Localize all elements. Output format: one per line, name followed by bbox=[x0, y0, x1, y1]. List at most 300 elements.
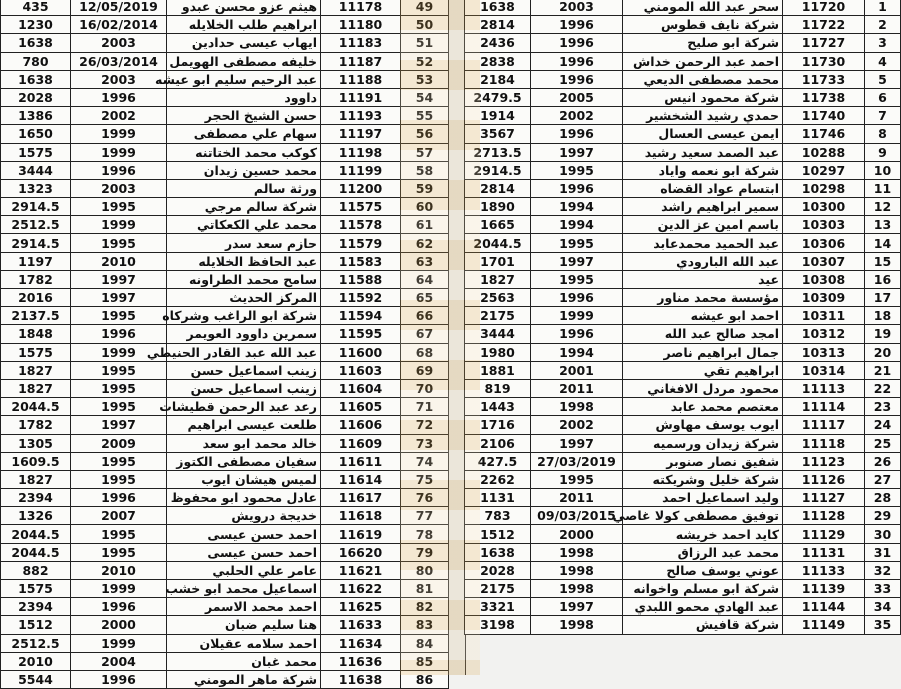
row-number-cell: 21 bbox=[865, 361, 901, 379]
date-cell: 1999 bbox=[531, 307, 623, 325]
amount-cell: 1848 bbox=[1, 325, 71, 343]
date-cell: 1995 bbox=[531, 270, 623, 288]
name-cell: عوني يوسف صالح bbox=[623, 561, 783, 579]
left-table-body bbox=[1, 0, 449, 689]
table-row bbox=[1, 289, 449, 307]
row-number-cell: 28 bbox=[865, 489, 901, 507]
name-cell: باسم امين عز الدين bbox=[623, 216, 783, 234]
table-row bbox=[1, 70, 449, 88]
table-row bbox=[1, 398, 449, 416]
code-cell: 11730 bbox=[783, 52, 865, 70]
name-cell: شركة ابو الراغب وشركاه bbox=[167, 307, 321, 325]
row-number-cell: 25 bbox=[865, 434, 901, 452]
table-row bbox=[465, 216, 901, 234]
row-number-cell: 78 bbox=[401, 525, 449, 543]
name-cell: معتصم محمد عابد bbox=[623, 398, 783, 416]
name-cell: وليد اسماعيل احمد bbox=[623, 489, 783, 507]
row-number-cell: 49 bbox=[401, 0, 449, 16]
table-row bbox=[465, 125, 901, 143]
amount-cell: 427.5 bbox=[465, 452, 531, 470]
table-row bbox=[1, 416, 449, 434]
code-cell: 11738 bbox=[783, 88, 865, 106]
code-cell: 10288 bbox=[783, 143, 865, 161]
name-cell: ابراهيم تقي bbox=[623, 361, 783, 379]
table-row bbox=[465, 252, 901, 270]
date-cell: 1996 bbox=[71, 598, 167, 616]
name-cell: محمود مردل الافغاني bbox=[623, 379, 783, 397]
table-row bbox=[1, 0, 449, 16]
date-cell: 1996 bbox=[531, 70, 623, 88]
code-cell: 11123 bbox=[783, 452, 865, 470]
table-row bbox=[1, 616, 449, 634]
name-cell: امجد صالح عبد الله bbox=[623, 325, 783, 343]
name-cell: كايد احمد خريشه bbox=[623, 525, 783, 543]
table-row bbox=[1, 361, 449, 379]
amount-cell: 1323 bbox=[1, 179, 71, 197]
code-cell: 11126 bbox=[783, 470, 865, 488]
code-cell: 10309 bbox=[783, 289, 865, 307]
row-number-cell: 79 bbox=[401, 543, 449, 561]
amount-cell: 2262 bbox=[465, 470, 531, 488]
date-cell: 2002 bbox=[531, 416, 623, 434]
amount-cell: 435 bbox=[1, 0, 71, 16]
table-row bbox=[465, 470, 901, 488]
row-number-cell: 71 bbox=[401, 398, 449, 416]
amount-cell: 1609.5 bbox=[1, 452, 71, 470]
code-cell: 11139 bbox=[783, 580, 865, 598]
code-cell: 11191 bbox=[321, 88, 401, 106]
name-cell: رعد عبد الرحمن قطيشات bbox=[167, 398, 321, 416]
row-number-cell: 5 bbox=[865, 70, 901, 88]
row-number-cell: 81 bbox=[401, 580, 449, 598]
amount-cell: 783 bbox=[465, 507, 531, 525]
row-number-cell: 26 bbox=[865, 452, 901, 470]
date-cell: 1996 bbox=[531, 34, 623, 52]
name-cell: ابراهيم طلب الخلايله bbox=[167, 16, 321, 34]
code-cell: 11178 bbox=[321, 0, 401, 16]
table-row bbox=[465, 88, 901, 106]
name-cell: سمير ابراهيم راشد bbox=[623, 198, 783, 216]
amount-cell: 1386 bbox=[1, 107, 71, 125]
row-number-cell: 65 bbox=[401, 289, 449, 307]
row-number-cell: 86 bbox=[401, 670, 449, 688]
name-cell: ابتسام عواد القضاه bbox=[623, 179, 783, 197]
name-cell: احمد حسن عيسى bbox=[167, 543, 321, 561]
name-cell: عامر علي الحلبي bbox=[167, 561, 321, 579]
name-cell: محمد غبان bbox=[167, 652, 321, 670]
right-table-body bbox=[465, 0, 901, 634]
date-cell: 16/02/2014 bbox=[71, 16, 167, 34]
name-cell: ايهاب عيسى حدادين bbox=[167, 34, 321, 52]
code-cell: 11633 bbox=[321, 616, 401, 634]
amount-cell: 1782 bbox=[1, 416, 71, 434]
table-row bbox=[465, 179, 901, 197]
date-cell: 1997 bbox=[531, 598, 623, 616]
amount-cell: 3321 bbox=[465, 598, 531, 616]
row-number-cell: 8 bbox=[865, 125, 901, 143]
table-row bbox=[1, 16, 449, 34]
table-row bbox=[465, 325, 901, 343]
amount-cell: 1575 bbox=[1, 143, 71, 161]
table-row bbox=[1, 580, 449, 598]
code-cell: 11131 bbox=[783, 543, 865, 561]
row-number-cell: 75 bbox=[401, 470, 449, 488]
row-number-cell: 51 bbox=[401, 34, 449, 52]
code-cell: 11187 bbox=[321, 52, 401, 70]
code-cell: 10303 bbox=[783, 216, 865, 234]
row-number-cell: 3 bbox=[865, 34, 901, 52]
table-row bbox=[465, 580, 901, 598]
code-cell: 11592 bbox=[321, 289, 401, 307]
name-cell: حسن الشيخ الحجر bbox=[167, 107, 321, 125]
row-number-cell: 72 bbox=[401, 416, 449, 434]
amount-cell: 1230 bbox=[1, 16, 71, 34]
name-cell: ايوب يوسف مهاوش bbox=[623, 416, 783, 434]
amount-cell: 1701 bbox=[465, 252, 531, 270]
table-row bbox=[1, 34, 449, 52]
table-row bbox=[1, 52, 449, 70]
amount-cell: 819 bbox=[465, 379, 531, 397]
amount-cell: 1827 bbox=[465, 270, 531, 288]
amount-cell: 2184 bbox=[465, 70, 531, 88]
table-row bbox=[1, 525, 449, 543]
date-cell: 1996 bbox=[71, 325, 167, 343]
code-cell: 11600 bbox=[321, 343, 401, 361]
code-cell: 11578 bbox=[321, 216, 401, 234]
amount-cell: 2016 bbox=[1, 289, 71, 307]
amount-cell: 1575 bbox=[1, 343, 71, 361]
code-cell: 11583 bbox=[321, 252, 401, 270]
name-cell: كوكب محمد الختاتنه bbox=[167, 143, 321, 161]
amount-cell: 2814 bbox=[465, 16, 531, 34]
row-number-cell: 54 bbox=[401, 88, 449, 106]
table-row bbox=[465, 434, 901, 452]
table-row bbox=[1, 143, 449, 161]
row-number-cell: 15 bbox=[865, 252, 901, 270]
row-number-cell: 1 bbox=[865, 0, 901, 16]
name-cell: عبد الله البارودي bbox=[623, 252, 783, 270]
table-row bbox=[1, 543, 449, 561]
row-number-cell: 68 bbox=[401, 343, 449, 361]
table-row bbox=[465, 107, 901, 125]
amount-cell: 1638 bbox=[1, 34, 71, 52]
row-number-cell: 24 bbox=[865, 416, 901, 434]
code-cell: 11197 bbox=[321, 125, 401, 143]
amount-cell: 1326 bbox=[1, 507, 71, 525]
name-cell: عبد الصمد سعيد رشيد bbox=[623, 143, 783, 161]
date-cell: 1995 bbox=[71, 198, 167, 216]
code-cell: 11636 bbox=[321, 652, 401, 670]
table-row bbox=[1, 634, 449, 652]
amount-cell: 2563 bbox=[465, 289, 531, 307]
code-cell: 11609 bbox=[321, 434, 401, 452]
code-cell: 11133 bbox=[783, 561, 865, 579]
row-number-cell: 14 bbox=[865, 234, 901, 252]
name-cell: احمد محمد الاسمر bbox=[167, 598, 321, 616]
name-cell: لميس هيشان ايوب bbox=[167, 470, 321, 488]
code-cell: 11611 bbox=[321, 452, 401, 470]
code-cell: 11617 bbox=[321, 489, 401, 507]
date-cell: 26/03/2014 bbox=[71, 52, 167, 70]
date-cell: 09/03/2015 bbox=[531, 507, 623, 525]
table-row bbox=[465, 198, 901, 216]
name-cell: هنا سليم ضبان bbox=[167, 616, 321, 634]
amount-cell: 1512 bbox=[465, 525, 531, 543]
date-cell: 1995 bbox=[531, 234, 623, 252]
date-cell: 2002 bbox=[71, 107, 167, 125]
date-cell: 1997 bbox=[531, 434, 623, 452]
date-cell: 1998 bbox=[531, 616, 623, 634]
date-cell: 1996 bbox=[531, 289, 623, 307]
date-cell: 1994 bbox=[531, 198, 623, 216]
amount-cell: 2044.5 bbox=[1, 398, 71, 416]
amount-cell: 2394 bbox=[1, 489, 71, 507]
date-cell: 27/03/2019 bbox=[531, 452, 623, 470]
row-number-cell: 9 bbox=[865, 143, 901, 161]
row-number-cell: 12 bbox=[865, 198, 901, 216]
code-cell: 11727 bbox=[783, 34, 865, 52]
name-cell: محمد حسين زيدان bbox=[167, 161, 321, 179]
row-number-cell: 18 bbox=[865, 307, 901, 325]
date-cell: 1997 bbox=[531, 252, 623, 270]
table-row bbox=[1, 88, 449, 106]
row-number-cell: 4 bbox=[865, 52, 901, 70]
date-cell: 1994 bbox=[531, 343, 623, 361]
code-cell: 11199 bbox=[321, 161, 401, 179]
table-row bbox=[465, 525, 901, 543]
name-cell: شركة نايف قطوس bbox=[623, 16, 783, 34]
row-number-cell: 35 bbox=[865, 616, 901, 634]
row-number-cell: 67 bbox=[401, 325, 449, 343]
date-cell: 1995 bbox=[531, 470, 623, 488]
row-number-cell: 22 bbox=[865, 379, 901, 397]
table-row bbox=[465, 398, 901, 416]
table-row bbox=[1, 434, 449, 452]
table-row bbox=[465, 161, 901, 179]
amount-cell: 2137.5 bbox=[1, 307, 71, 325]
code-cell: 11740 bbox=[783, 107, 865, 125]
date-cell: 1999 bbox=[71, 634, 167, 652]
table-row bbox=[1, 307, 449, 325]
code-cell: 11618 bbox=[321, 507, 401, 525]
row-number-cell: 29 bbox=[865, 507, 901, 525]
code-cell: 11198 bbox=[321, 143, 401, 161]
table-row bbox=[465, 143, 901, 161]
date-cell: 1995 bbox=[71, 470, 167, 488]
date-cell: 1996 bbox=[531, 325, 623, 343]
code-cell: 11149 bbox=[783, 616, 865, 634]
table-row bbox=[465, 561, 901, 579]
amount-cell: 780 bbox=[1, 52, 71, 70]
date-cell: 1995 bbox=[71, 398, 167, 416]
row-number-cell: 73 bbox=[401, 434, 449, 452]
amount-cell: 2512.5 bbox=[1, 216, 71, 234]
name-cell: عيد bbox=[623, 270, 783, 288]
code-cell: 16620 bbox=[321, 543, 401, 561]
right-table bbox=[464, 0, 901, 635]
name-cell: ايمن عيسى العسال bbox=[623, 125, 783, 143]
date-cell: 1995 bbox=[71, 307, 167, 325]
row-number-cell: 63 bbox=[401, 252, 449, 270]
left-table bbox=[0, 0, 449, 689]
amount-cell: 3444 bbox=[1, 161, 71, 179]
name-cell: شفيق نصار صنوبر bbox=[623, 452, 783, 470]
table-row bbox=[465, 234, 901, 252]
code-cell: 11113 bbox=[783, 379, 865, 397]
code-cell: 11625 bbox=[321, 598, 401, 616]
row-number-cell: 6 bbox=[865, 88, 901, 106]
name-cell: شركة قافيش bbox=[623, 616, 783, 634]
amount-cell: 1665 bbox=[465, 216, 531, 234]
code-cell: 11200 bbox=[321, 179, 401, 197]
amount-cell: 1131 bbox=[465, 489, 531, 507]
code-cell: 11733 bbox=[783, 70, 865, 88]
row-number-cell: 59 bbox=[401, 179, 449, 197]
name-cell: اسماعيل محمد ابو خشب bbox=[167, 580, 321, 598]
row-number-cell: 52 bbox=[401, 52, 449, 70]
amount-cell: 2106 bbox=[465, 434, 531, 452]
date-cell: 2010 bbox=[71, 252, 167, 270]
row-number-cell: 27 bbox=[865, 470, 901, 488]
date-cell: 1996 bbox=[531, 16, 623, 34]
code-cell: 10306 bbox=[783, 234, 865, 252]
date-cell: 1998 bbox=[531, 580, 623, 598]
name-cell: شركة سالم مرجي bbox=[167, 198, 321, 216]
name-cell: سفيان مصطفى الكتوز bbox=[167, 452, 321, 470]
row-number-cell: 53 bbox=[401, 70, 449, 88]
table-row bbox=[465, 416, 901, 434]
name-cell: احمد حسن عيسى bbox=[167, 525, 321, 543]
name-cell: عبد الهادي محمو اللبدي bbox=[623, 598, 783, 616]
date-cell: 2011 bbox=[531, 489, 623, 507]
amount-cell: 1305 bbox=[1, 434, 71, 452]
table-row bbox=[465, 307, 901, 325]
row-number-cell: 19 bbox=[865, 325, 901, 343]
row-number-cell: 34 bbox=[865, 598, 901, 616]
table-row bbox=[465, 16, 901, 34]
name-cell: زينب اسماعيل حسن bbox=[167, 361, 321, 379]
name-cell: سمرين داوود العويمر bbox=[167, 325, 321, 343]
amount-cell: 2914.5 bbox=[1, 198, 71, 216]
amount-cell: 2713.5 bbox=[465, 143, 531, 161]
date-cell: 1998 bbox=[531, 543, 623, 561]
code-cell: 11614 bbox=[321, 470, 401, 488]
row-number-cell: 33 bbox=[865, 580, 901, 598]
date-cell: 2003 bbox=[71, 34, 167, 52]
amount-cell: 1512 bbox=[1, 616, 71, 634]
code-cell: 11188 bbox=[321, 70, 401, 88]
date-cell: 12/05/2019 bbox=[71, 0, 167, 16]
date-cell: 2003 bbox=[531, 0, 623, 16]
date-cell: 2000 bbox=[71, 616, 167, 634]
name-cell: عبد الحافظ الخلايله bbox=[167, 252, 321, 270]
code-cell: 11183 bbox=[321, 34, 401, 52]
amount-cell: 1638 bbox=[465, 543, 531, 561]
code-cell: 11606 bbox=[321, 416, 401, 434]
code-cell: 10298 bbox=[783, 179, 865, 197]
row-number-cell: 58 bbox=[401, 161, 449, 179]
date-cell: 1995 bbox=[71, 452, 167, 470]
date-cell: 1999 bbox=[71, 343, 167, 361]
row-number-cell: 13 bbox=[865, 216, 901, 234]
amount-cell: 1827 bbox=[1, 470, 71, 488]
name-cell: حمدي رشيد الشخشير bbox=[623, 107, 783, 125]
date-cell: 2010 bbox=[71, 561, 167, 579]
code-cell: 11621 bbox=[321, 561, 401, 579]
date-cell: 1996 bbox=[531, 52, 623, 70]
amount-cell: 1638 bbox=[1, 70, 71, 88]
amount-cell: 1443 bbox=[465, 398, 531, 416]
name-cell: حازم سعد سدر bbox=[167, 234, 321, 252]
name-cell: احمد عبد الرحمن خداش bbox=[623, 52, 783, 70]
table-row bbox=[1, 379, 449, 397]
amount-cell: 1575 bbox=[1, 580, 71, 598]
row-number-cell: 20 bbox=[865, 343, 901, 361]
code-cell: 11746 bbox=[783, 125, 865, 143]
row-number-cell: 11 bbox=[865, 179, 901, 197]
row-number-cell: 62 bbox=[401, 234, 449, 252]
name-cell: مؤسسة محمد مناور bbox=[623, 289, 783, 307]
amount-cell: 2028 bbox=[1, 88, 71, 106]
row-number-cell: 31 bbox=[865, 543, 901, 561]
name-cell: خليفه مصطفى الهويمل bbox=[167, 52, 321, 70]
name-cell: المركز الحديث bbox=[167, 289, 321, 307]
code-cell: 11193 bbox=[321, 107, 401, 125]
table-row bbox=[1, 161, 449, 179]
name-cell: ورثة سالم bbox=[167, 179, 321, 197]
table-row bbox=[1, 216, 449, 234]
code-cell: 10312 bbox=[783, 325, 865, 343]
name-cell: احمد سلامه عقيلان bbox=[167, 634, 321, 652]
code-cell: 10308 bbox=[783, 270, 865, 288]
table-row bbox=[465, 507, 901, 525]
name-cell: زينب اسماعيل حسن bbox=[167, 379, 321, 397]
amount-cell: 2044.5 bbox=[1, 543, 71, 561]
name-cell: عبد الله عبد القادر الحنيطي bbox=[167, 343, 321, 361]
name-cell: سامح محمد الطراونه bbox=[167, 270, 321, 288]
date-cell: 1999 bbox=[71, 125, 167, 143]
code-cell: 11603 bbox=[321, 361, 401, 379]
date-cell: 1996 bbox=[531, 179, 623, 197]
row-number-cell: 30 bbox=[865, 525, 901, 543]
amount-cell: 2479.5 bbox=[465, 88, 531, 106]
table-row bbox=[1, 452, 449, 470]
date-cell: 2005 bbox=[531, 88, 623, 106]
date-cell: 2004 bbox=[71, 652, 167, 670]
code-cell: 11127 bbox=[783, 489, 865, 507]
amount-cell: 1890 bbox=[465, 198, 531, 216]
name-cell: عادل محمود ابو محفوظ bbox=[167, 489, 321, 507]
code-cell: 10314 bbox=[783, 361, 865, 379]
amount-cell: 1827 bbox=[1, 379, 71, 397]
amount-cell: 2512.5 bbox=[1, 634, 71, 652]
row-number-cell: 56 bbox=[401, 125, 449, 143]
date-cell: 2001 bbox=[531, 361, 623, 379]
name-cell: شركة زيدان ورسميه bbox=[623, 434, 783, 452]
code-cell: 11117 bbox=[783, 416, 865, 434]
code-cell: 11720 bbox=[783, 0, 865, 16]
amount-cell: 3198 bbox=[465, 616, 531, 634]
row-number-cell: 84 bbox=[401, 634, 449, 652]
date-cell: 2003 bbox=[71, 179, 167, 197]
amount-cell: 3567 bbox=[465, 125, 531, 143]
date-cell: 1995 bbox=[531, 161, 623, 179]
name-cell: محمد مصطفى الديعي bbox=[623, 70, 783, 88]
name-cell: شركة محمود انيس bbox=[623, 88, 783, 106]
amount-cell: 2175 bbox=[465, 307, 531, 325]
code-cell: 10300 bbox=[783, 198, 865, 216]
amount-cell: 2175 bbox=[465, 580, 531, 598]
